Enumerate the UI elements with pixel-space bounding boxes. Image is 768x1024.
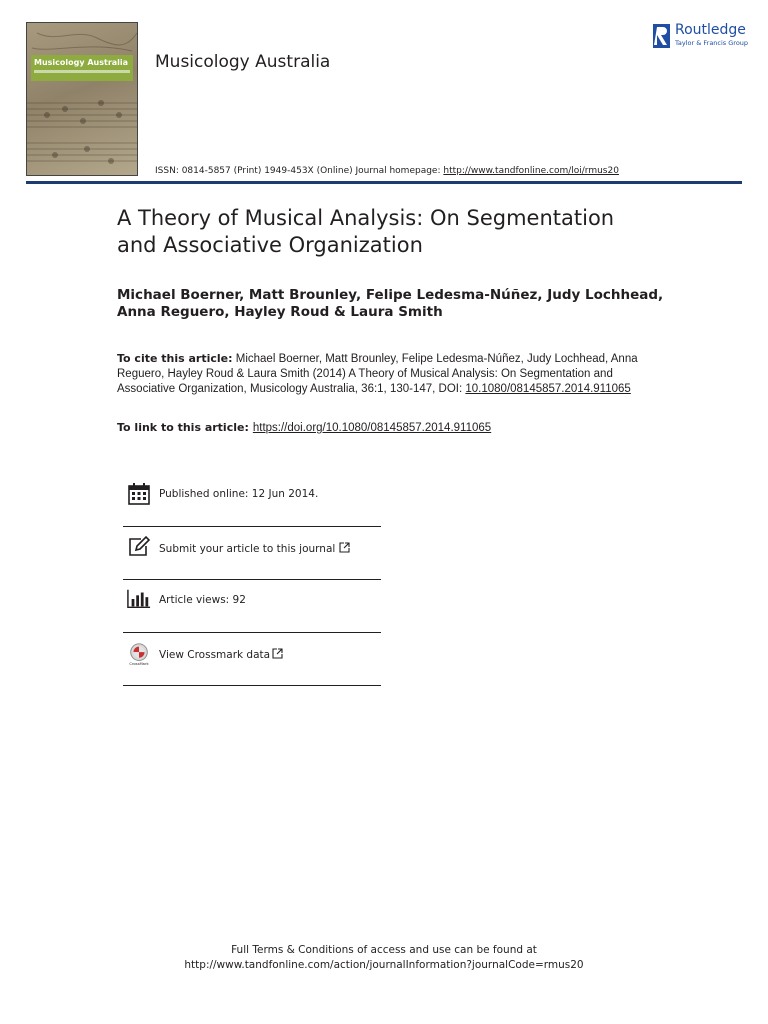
external-link-icon (339, 542, 350, 553)
crossmark-link[interactable] (159, 648, 283, 661)
citation-doi-link[interactable]: 10.1080/08145857.2014.911065 (465, 383, 631, 395)
citation-label: To cite this article: (117, 352, 233, 365)
external-link-icon (272, 648, 283, 659)
publisher-name: Routledge (675, 22, 746, 38)
article-link-line (117, 420, 491, 434)
article-authors (117, 287, 677, 321)
submit-article-label: Submit your article to this journal (159, 543, 336, 555)
info-divider-3 (123, 632, 381, 633)
info-divider-2 (123, 579, 381, 580)
article-title-line-1: A Theory of Musical Analysis: On Segmentation (117, 206, 615, 230)
submit-article-link[interactable] (159, 542, 350, 555)
info-divider-1 (123, 526, 381, 527)
issn-text: ISSN: 0814-5857 (Print) 1949-453X (Online) Journal homepage: (155, 166, 444, 176)
crossmark-icon (127, 642, 151, 666)
bar-chart-icon (127, 587, 151, 611)
authors-line-1: Michael Boerner, Matt Brounley, Felipe Ledesma-Núñez, Judy Lochhead, (117, 287, 664, 303)
issn-line (155, 166, 619, 176)
citation-block (117, 351, 647, 397)
published-date: Published online: 12 Jun 2014. (159, 488, 319, 500)
link-label: To link to this article: (117, 421, 249, 434)
header-divider (26, 181, 742, 184)
journal-cover-image (26, 22, 138, 176)
terms-url[interactable]: http://www.tandfonline.com/action/journalInformation?journalCode=rmus20 (184, 959, 584, 971)
article-title-line-2: and Associative Organization (117, 233, 423, 257)
terms-line-1: Full Terms & Conditions of access and use can be found at (231, 944, 537, 956)
journal-name: Musicology Australia (155, 52, 331, 72)
info-divider-4 (123, 685, 381, 686)
article-doi-link[interactable]: https://doi.org/10.1080/08145857.2014.911065 (252, 422, 492, 434)
terms-footer (0, 943, 768, 973)
cover-artwork (27, 23, 138, 176)
cover-title: Musicology Australia (34, 58, 129, 67)
cover-subtitle-bar (34, 70, 130, 73)
publisher-subtitle: Taylor & Francis Group (675, 39, 749, 47)
calendar-icon (127, 482, 151, 506)
crossmark-label: View Crossmark data (159, 649, 271, 661)
published-row (123, 480, 381, 532)
journal-homepage-link[interactable]: http://www.tandfonline.com/loi/rmus20 (443, 166, 619, 176)
edit-icon (127, 535, 151, 559)
article-title (117, 205, 677, 259)
article-views-row (123, 586, 381, 638)
authors-line-2: Anna Reguero, Hayley Roud & Laura Smith (117, 304, 443, 320)
citation-text: Michael Boerner, Matt Brounley, Felipe Ledesma-Núñez, Judy Lochhead, Anna Reguero, Hayley Roud & Laura Smith (2014) A Theory of Musical Analysis: On Segmentation and Associative Organization, Musicology Australia, 36:1, 130-147, DOI: (117, 353, 638, 395)
crossmark-logo-text: CrossMark (129, 662, 149, 666)
article-views: Article views: 92 (159, 594, 246, 606)
